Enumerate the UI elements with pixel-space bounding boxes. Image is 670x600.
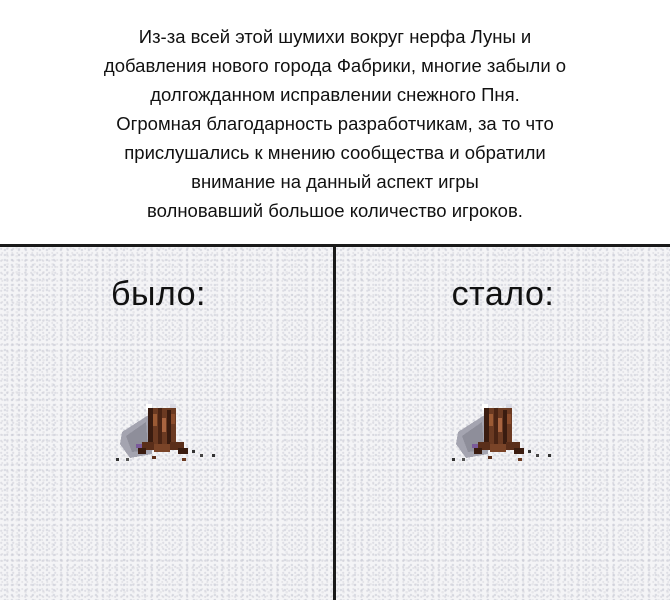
- panel-before-label: было:: [111, 275, 206, 313]
- panel-after: [336, 247, 670, 600]
- caption-text: Из-за всей этой шумихи вокруг нерфа Луны и добавления нового города Фабрики, многие забыли о долгожданном исправлении снежного Пня. Огромная благодарность разработчикам, за то что прислушались к мнению сообщества и обратили внимание на данный аспект игры волновавший большое количество игроков.: [103, 26, 567, 221]
- panel-after-label: стало:: [451, 275, 555, 313]
- caption-area: [0, 0, 670, 244]
- panel-before: [0, 247, 333, 600]
- snowy-stump-icon: [112, 392, 232, 482]
- snowy-stump-icon: [448, 392, 568, 482]
